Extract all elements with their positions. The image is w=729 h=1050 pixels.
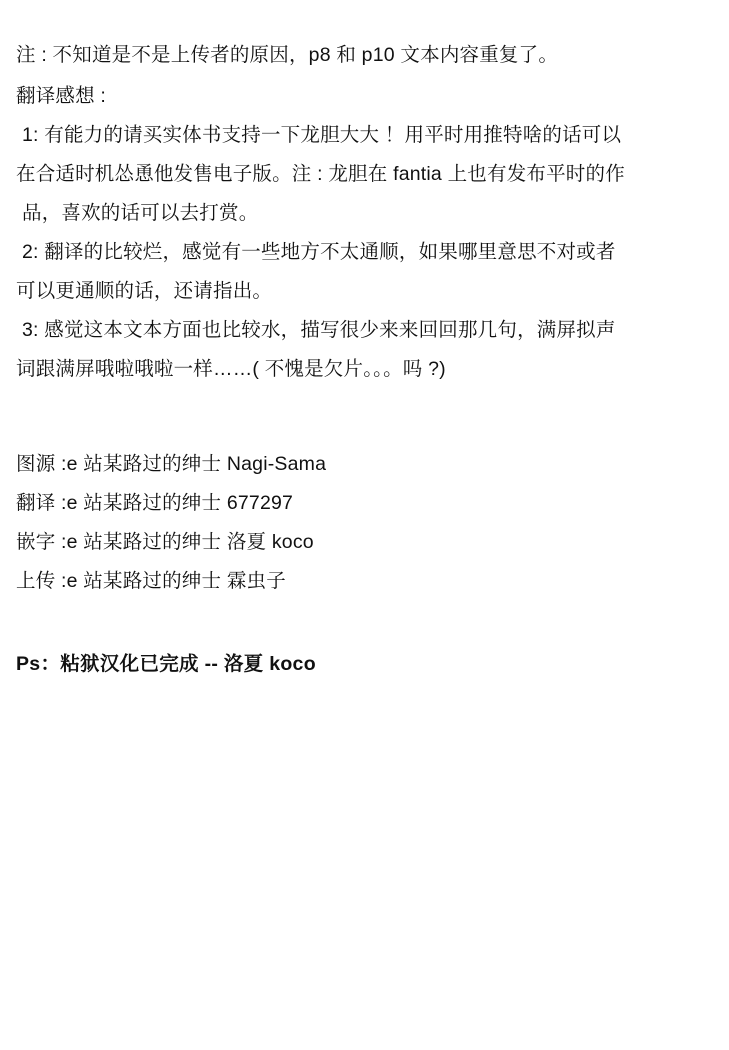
credits-list: [16, 445, 713, 601]
thoughts-item-1-line-1: 1: 有能力的请买实体书支持一下龙胆大大 ！用平时用推特啥的话可以: [22, 124, 622, 146]
thoughts-item-2-line-1: 2: 翻译的比较烂，感觉有一些地方不太通顺，如果哪里意思不对或者: [22, 241, 616, 263]
credit-source: 图源 :e 站某路过的绅士 Nagi-Sama: [16, 453, 327, 475]
credit-upload: 上传 :e 站某路过的绅士 霖虫子: [16, 570, 286, 592]
postscript-text: Ps：粘狱汉化已完成 -- 洛夏 koco: [16, 653, 316, 675]
note-line-1: 注 : 不知道是不是上传者的原因，p8 和 p10 文本内容重复了。: [16, 44, 559, 66]
translator-note: [16, 36, 713, 75]
section-spacer-2: [16, 601, 713, 645]
thoughts-item-1-line-2: 在合适时机怂恿他发售电子版。注 : 龙胆在 fantia 上也有发布平时的作: [16, 163, 625, 185]
thoughts-heading-text: 翻译感想 :: [16, 85, 107, 107]
thoughts-item-1-line-3: 品，喜欢的话可以去打赏。: [22, 202, 259, 224]
thoughts-item-1: [16, 116, 713, 233]
thoughts-item-3-line-1: 3: 感觉这本文本方面也比较水，描写很少来来回回那几句，满屏拟声: [22, 319, 616, 341]
section-spacer-1: [16, 389, 713, 445]
postscript: [16, 645, 713, 684]
credit-typesetting: 嵌字 :e 站某路过的绅士 洛夏 koco: [16, 531, 314, 553]
thoughts-heading: [16, 77, 713, 116]
credit-translation: 翻译 :e 站某路过的绅士 677297: [16, 492, 294, 514]
thoughts-item-3-line-2: 词跟满屏哦啦哦啦一样……( 不愧是欠片。。。吗 ?): [16, 358, 446, 380]
thoughts-item-2-line-2: 可以更通顺的话，还请指出。: [16, 280, 273, 302]
thoughts-item-2: [16, 233, 713, 311]
thoughts-item-3: [16, 311, 713, 389]
